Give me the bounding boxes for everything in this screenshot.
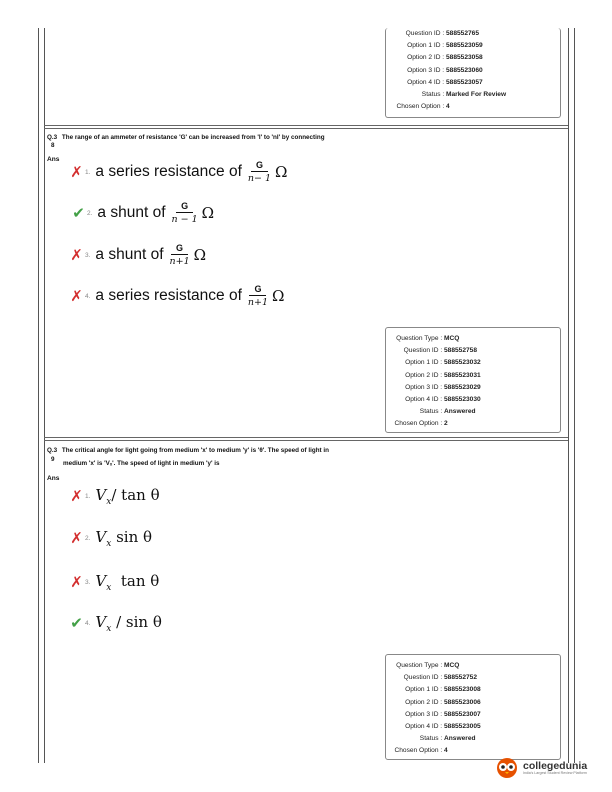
info-box-q39 xyxy=(385,654,561,760)
info-value: 2 xyxy=(444,420,448,428)
info-key: Option 4 ID : xyxy=(407,78,445,86)
option-2 xyxy=(70,528,152,549)
info-row xyxy=(386,660,518,672)
question-38-header xyxy=(47,134,325,142)
wrong-cross-icon: ✗ xyxy=(70,163,83,181)
option-4 xyxy=(70,613,162,634)
info-row xyxy=(386,709,518,721)
velocity-symbol: V xyxy=(95,572,107,590)
info-row xyxy=(386,697,518,709)
question-text: The range of an ammeter of resistance 'G' can be increased from 'I' to 'nI' by connecting xyxy=(61,134,325,141)
option-number: 2. xyxy=(87,209,93,217)
info-key: Chosen Option : xyxy=(394,747,443,755)
info-row xyxy=(386,745,518,757)
owl-logo-icon xyxy=(494,757,520,779)
option-number: 3. xyxy=(85,579,91,586)
info-row xyxy=(386,382,518,394)
info-value: 5885523032 xyxy=(444,359,481,367)
question-number: Q.3 xyxy=(47,447,58,454)
option-text: a series resistance of xyxy=(95,287,242,304)
option-text: a series resistance of xyxy=(95,163,242,180)
info-row xyxy=(386,40,520,52)
info-row xyxy=(386,394,518,406)
info-row xyxy=(386,28,520,40)
info-value: 5885523059 xyxy=(446,42,483,50)
expression-operator: tan θ xyxy=(111,572,160,590)
option-number: 1. xyxy=(85,168,91,176)
collegedunia-logo xyxy=(494,757,587,779)
fraction-numerator: G xyxy=(176,201,193,213)
wrong-cross-icon: ✗ xyxy=(70,287,83,305)
expression-operator: sin θ xyxy=(111,528,153,546)
option-expression xyxy=(95,613,161,634)
info-key: Question Type : xyxy=(396,335,443,342)
info-key: Question ID : xyxy=(405,30,445,37)
info-value: Marked For Review xyxy=(446,91,507,99)
info-key: Question ID : xyxy=(403,347,443,355)
info-value: 5885523060 xyxy=(446,66,483,74)
info-key: Option 4 ID : xyxy=(405,396,443,404)
frame-left-outer xyxy=(38,28,39,763)
divider-1 xyxy=(44,125,568,126)
info-key: Question Type : xyxy=(396,662,443,669)
info-row xyxy=(386,345,518,357)
logo-name: collegedunia xyxy=(523,760,588,772)
info-row xyxy=(386,357,518,369)
option-number: 3. xyxy=(85,251,91,259)
info-key: Status : xyxy=(419,408,443,416)
info-row xyxy=(386,333,518,345)
expression-operator: / sin θ xyxy=(111,613,162,631)
info-key: Option 1 ID : xyxy=(405,686,443,694)
info-value: 5885523029 xyxy=(444,383,481,391)
question-39-header xyxy=(47,447,329,455)
info-value: 588552758 xyxy=(444,347,478,355)
info-row xyxy=(386,733,518,745)
info-value: 5885523007 xyxy=(444,710,481,718)
info-row xyxy=(386,101,520,113)
info-value: 4 xyxy=(446,103,450,111)
option-expression xyxy=(95,572,159,593)
divider-2b xyxy=(44,440,568,441)
info-box-previous xyxy=(385,28,561,118)
question-number-cont: 9 xyxy=(51,456,55,463)
fraction-denominator: n+1 xyxy=(247,297,269,308)
wrong-cross-icon: ✗ xyxy=(70,530,83,547)
correct-check-icon: ✔ xyxy=(70,615,83,632)
info-key: Option 1 ID : xyxy=(407,42,445,50)
question-number: Q.3 xyxy=(47,134,58,141)
info-row xyxy=(386,370,518,382)
info-value: 5885523058 xyxy=(446,54,483,62)
wrong-cross-icon: ✗ xyxy=(70,488,83,505)
info-key: Status : xyxy=(421,91,445,99)
info-key: Option 1 ID : xyxy=(405,359,443,367)
fraction xyxy=(170,243,190,267)
info-value: 5885523057 xyxy=(446,78,483,86)
option-number: 4. xyxy=(85,292,91,300)
velocity-symbol: V xyxy=(95,613,107,631)
info-value: 588552765 xyxy=(446,30,480,37)
info-row xyxy=(386,684,518,696)
question-text-line1: The critical angle for light going from medium 'x' to medium 'y' is 'θ'. The speed of light in xyxy=(61,447,329,454)
ans-label: Ans xyxy=(47,475,60,482)
option-3 xyxy=(70,572,159,593)
velocity-subscript: x xyxy=(106,497,112,507)
info-key: Question ID : xyxy=(403,674,443,682)
info-row xyxy=(386,65,520,77)
fraction-denominator: n− 1 xyxy=(247,173,272,184)
frame-right-outer xyxy=(574,28,575,763)
correct-check-icon: ✔ xyxy=(72,204,85,222)
velocity-subscript: x xyxy=(106,583,112,593)
info-key: Option 3 ID : xyxy=(405,710,443,718)
fraction-numerator: G xyxy=(251,160,268,172)
info-key: Chosen Option : xyxy=(396,103,445,111)
ohm-unit: Ω xyxy=(272,287,285,305)
info-row xyxy=(386,721,518,733)
info-row xyxy=(386,77,520,89)
option-text: a shunt of xyxy=(95,246,164,263)
info-key: Option 4 ID : xyxy=(405,723,443,731)
info-key: Option 2 ID : xyxy=(405,698,443,706)
info-value: MCQ xyxy=(444,662,460,669)
frame-right-inner xyxy=(568,28,569,763)
question-number-cont: 8 xyxy=(51,142,55,149)
info-key: Option 2 ID : xyxy=(405,371,443,379)
fraction xyxy=(248,160,271,184)
velocity-subscript: x xyxy=(106,539,112,549)
divider-2 xyxy=(44,437,568,438)
fraction xyxy=(248,284,268,308)
option-1 xyxy=(70,486,160,507)
info-value: 5885523005 xyxy=(444,723,481,731)
info-row xyxy=(386,672,518,684)
ohm-unit: Ω xyxy=(275,163,288,181)
info-row xyxy=(386,418,518,430)
option-number: 1. xyxy=(85,493,91,500)
info-value: 5885523030 xyxy=(444,396,481,404)
fraction-numerator: G xyxy=(249,284,266,296)
expression-operator: / tan θ xyxy=(111,486,160,504)
option-4 xyxy=(70,284,284,308)
info-value: 5885523008 xyxy=(444,686,481,694)
divider-1b xyxy=(44,128,568,129)
option-text: a shunt of xyxy=(97,204,166,221)
velocity-symbol: V xyxy=(95,486,107,504)
info-value: 5885523031 xyxy=(444,371,481,379)
fraction xyxy=(172,201,198,225)
info-value: 5885523006 xyxy=(444,698,481,706)
logo-tagline: India's Largest Student Review Platform xyxy=(523,771,587,775)
info-key: Option 2 ID : xyxy=(407,54,445,62)
frame-left-inner xyxy=(44,28,45,763)
option-number: 2. xyxy=(85,535,91,542)
info-row xyxy=(386,89,520,101)
wrong-cross-icon: ✗ xyxy=(70,574,83,591)
info-row xyxy=(386,406,518,418)
fraction-numerator: G xyxy=(171,243,188,255)
option-expression xyxy=(95,528,152,549)
info-value: MCQ xyxy=(444,335,460,342)
ohm-unit: Ω xyxy=(201,204,215,222)
option-number: 4. xyxy=(85,620,91,627)
option-expression xyxy=(95,486,159,507)
info-key: Chosen Option : xyxy=(394,420,443,428)
wrong-cross-icon: ✗ xyxy=(70,246,83,264)
velocity-subscript: x xyxy=(106,624,112,634)
info-value: 588552752 xyxy=(444,674,478,682)
info-row xyxy=(386,52,520,64)
info-key: Status : xyxy=(419,735,443,743)
info-box-q38 xyxy=(385,327,561,433)
question-text-line2: medium 'x' is 'Vₓ'. The speed of light in medium 'y' is xyxy=(63,460,220,467)
ohm-unit: Ω xyxy=(193,246,207,264)
info-value: Answered xyxy=(444,408,476,416)
fraction-denominator: n+1 xyxy=(169,256,190,267)
info-key: Option 3 ID : xyxy=(405,383,443,391)
info-value: 4 xyxy=(444,747,448,755)
info-key: Option 3 ID : xyxy=(407,66,445,74)
fraction-denominator: n − 1 xyxy=(171,214,198,225)
info-value: Answered xyxy=(444,735,476,743)
option-1 xyxy=(70,160,287,184)
option-3 xyxy=(70,243,206,267)
ans-label: Ans xyxy=(47,156,60,163)
option-2 xyxy=(72,201,214,225)
velocity-symbol: V xyxy=(95,528,107,546)
